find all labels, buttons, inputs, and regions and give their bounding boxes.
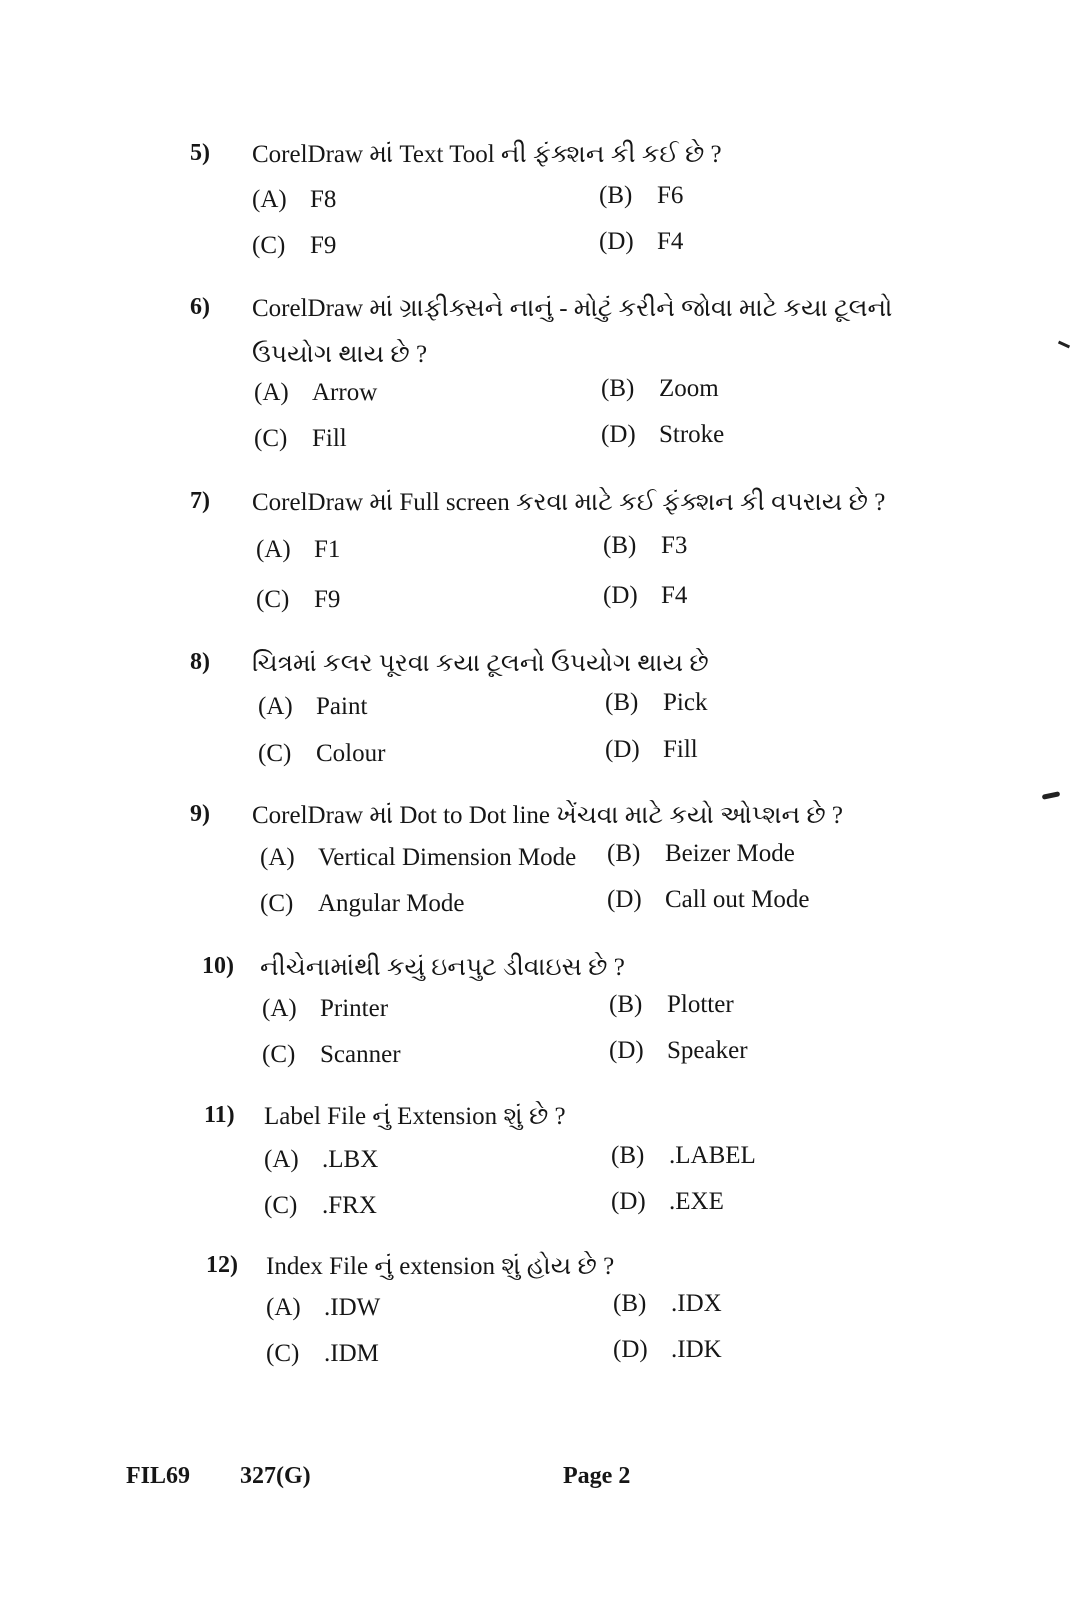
option-letter: (C) (256, 586, 290, 613)
option-text: .FRX (322, 1192, 377, 1219)
option-letter: (B) (613, 1290, 647, 1317)
option-letter: (C) (252, 232, 286, 259)
scan-mark (1058, 341, 1070, 349)
footer-paper-number: 327(G) (240, 1463, 311, 1489)
question-number: 11) (204, 1102, 235, 1128)
option-a (264, 1145, 378, 1175)
option-text: Beizer Mode (665, 840, 795, 867)
question-text: CorelDraw માં Dot to Dot line ખેંચવા માટે કયો ઓપ્શન છે ? (252, 802, 844, 829)
option-text: Scanner (320, 1041, 401, 1068)
option-text: F8 (310, 186, 337, 213)
option-text: Paint (316, 693, 368, 720)
option-text: Arrow (312, 379, 378, 406)
option-letter: (A) (264, 1146, 299, 1173)
option-c (260, 889, 465, 919)
question-text: CorelDraw માં Full screen કરવા માટે કઈ ફંક્શન કી વપરાય છે ? (252, 489, 886, 516)
option-text: Fill (312, 425, 347, 452)
option-letter: (B) (611, 1142, 645, 1169)
option-letter: (D) (607, 886, 642, 913)
option-letter: (D) (605, 736, 640, 763)
question-number: 8) (190, 649, 210, 675)
option-b (609, 990, 734, 1020)
option-text: .IDM (324, 1340, 379, 1367)
option-d (611, 1187, 724, 1217)
option-text: .EXE (669, 1188, 724, 1215)
footer-page-number: Page 2 (563, 1463, 631, 1489)
option-d (609, 1036, 748, 1066)
question-number: 12) (206, 1252, 238, 1278)
option-c (254, 424, 347, 454)
option-text: F1 (314, 536, 341, 563)
option-letter: (B) (599, 182, 633, 209)
option-text: Stroke (659, 421, 725, 448)
option-b (601, 374, 719, 404)
option-a (260, 843, 576, 873)
option-letter: (A) (258, 693, 293, 720)
option-d (613, 1335, 722, 1365)
option-text: .LBX (322, 1146, 379, 1173)
option-c (262, 1040, 401, 1070)
option-text: Colour (316, 740, 386, 767)
option-letter: (C) (266, 1340, 300, 1367)
option-d (601, 420, 724, 450)
option-a (262, 994, 388, 1024)
scan-mark (1042, 791, 1061, 800)
option-letter: (B) (607, 840, 641, 867)
option-text: Fill (663, 736, 698, 763)
option-letter: (B) (605, 689, 639, 716)
option-letter: (D) (611, 1188, 646, 1215)
option-letter: (D) (603, 582, 638, 609)
question-number: 10) (202, 953, 234, 979)
question-text: Index File નું extension શું હોય છે ? (266, 1253, 615, 1280)
option-letter: (B) (601, 375, 635, 402)
option-text: .IDW (324, 1294, 381, 1321)
option-d (603, 581, 687, 611)
option-letter: (C) (258, 740, 292, 767)
option-b (613, 1289, 722, 1319)
option-letter: (C) (260, 890, 294, 917)
option-c (264, 1191, 377, 1221)
option-d (605, 735, 698, 765)
option-d (607, 885, 809, 915)
option-text: .IDX (671, 1290, 722, 1317)
option-a (256, 535, 340, 565)
option-text: Speaker (667, 1037, 748, 1064)
option-c (258, 739, 385, 769)
option-a (258, 692, 367, 722)
option-a (266, 1293, 380, 1323)
option-text: .IDK (671, 1336, 722, 1363)
option-letter: (A) (262, 995, 297, 1022)
option-text: F4 (661, 582, 688, 609)
option-letter: (A) (256, 536, 291, 563)
option-text: Zoom (659, 375, 719, 402)
option-d (599, 227, 683, 257)
option-text: F4 (657, 228, 684, 255)
question-text: નીચેનામાંથી કયું ઇનપુટ ડીવાઇસ છે ? (260, 954, 625, 981)
question-number: 5) (190, 140, 210, 166)
option-letter: (D) (599, 228, 634, 255)
option-b (611, 1141, 756, 1171)
option-text: F3 (661, 532, 688, 559)
option-letter: (B) (603, 532, 637, 559)
question-text: ચિત્રમાં કલર પૂરવા કયા ટૂલનો ઉપયોગ થાય છે (252, 650, 709, 677)
option-text: Call out Mode (665, 886, 810, 913)
option-letter: (D) (613, 1336, 648, 1363)
option-text: Printer (320, 995, 389, 1022)
option-c (252, 231, 336, 261)
option-text: Pick (663, 689, 708, 716)
option-letter: (A) (254, 379, 289, 406)
option-letter: (C) (264, 1192, 298, 1219)
option-letter: (D) (601, 421, 636, 448)
option-a (254, 378, 377, 408)
question-text: CorelDraw માં ગ્રાફીક્સને નાનું - મોટું કરીને જોવા માટે કયા ટૂલનો ઉપયોગ થાય છે ? (252, 295, 893, 368)
option-letter: (A) (266, 1294, 301, 1321)
option-b (603, 531, 687, 561)
option-text: Vertical Dimension Mode (318, 844, 577, 871)
option-a (252, 185, 336, 215)
question-number: 9) (190, 801, 210, 827)
option-letter: (B) (609, 991, 643, 1018)
option-text: .LABEL (669, 1142, 756, 1169)
option-text: F6 (657, 182, 684, 209)
option-b (605, 688, 707, 718)
option-letter: (A) (252, 186, 287, 213)
footer-code: FIL69 (126, 1463, 191, 1489)
option-b (607, 839, 795, 869)
option-c (266, 1339, 379, 1369)
option-text: Angular Mode (318, 890, 465, 917)
question-number: 6) (190, 294, 210, 320)
question-text: Label File નું Extension શું છે ? (264, 1103, 566, 1130)
option-letter: (A) (260, 844, 295, 871)
option-letter: (C) (262, 1041, 296, 1068)
option-text: Plotter (667, 991, 734, 1018)
option-b (599, 181, 683, 211)
option-c (256, 585, 340, 615)
question-text: CorelDraw માં Text Tool ની ફંક્શન કી કઈ છે ? (252, 141, 722, 168)
option-text: F9 (310, 232, 337, 259)
option-letter: (D) (609, 1037, 644, 1064)
option-text: F9 (314, 586, 341, 613)
option-letter: (C) (254, 425, 288, 452)
question-number: 7) (190, 488, 210, 514)
